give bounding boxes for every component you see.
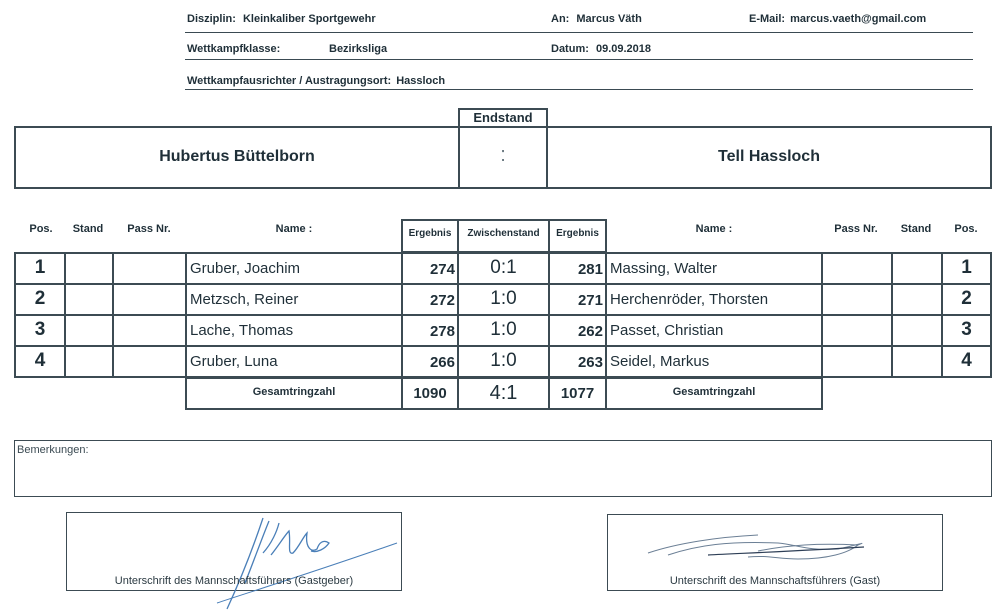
away-total-label: Gesamtringzahl <box>605 377 823 410</box>
away-pass-cell[interactable] <box>821 345 893 378</box>
home-score-cell: 266 <box>401 345 459 378</box>
endstand-box <box>458 126 548 189</box>
away-pos-cell: 2 <box>941 283 992 316</box>
col-pass-home: Pass Nr. <box>127 223 171 235</box>
remarks-label: Bemerkungen: <box>17 444 89 456</box>
home-pos-cell: 4 <box>14 345 66 378</box>
home-signature-box[interactable] <box>66 512 402 591</box>
away-score-cell: 271 <box>548 283 607 316</box>
home-stand-cell[interactable] <box>64 252 114 285</box>
col-pos-away: Pos. <box>954 223 978 235</box>
col-ergebnis-home: Ergebnis <box>401 219 459 253</box>
home-signature-label: Unterschrift des Mannschaftsführers (Gastgeber) <box>114 575 354 587</box>
away-pass-cell[interactable] <box>821 283 893 316</box>
col-pass-away: Pass Nr. <box>834 223 878 235</box>
disziplin-value: Kleinkaliber Sportgewehr <box>242 13 376 25</box>
home-stand-cell[interactable] <box>64 314 114 347</box>
datum: Datum: 09.09.2018 <box>551 43 652 55</box>
home-pos-cell: 3 <box>14 314 66 347</box>
home-pos-cell: 2 <box>14 283 66 316</box>
home-name-cell: Lache, Thomas <box>185 314 403 347</box>
header-rule-2 <box>185 59 973 60</box>
endstand-separator: : <box>500 144 506 166</box>
away-total: 1077 <box>548 377 607 410</box>
remarks-box[interactable] <box>14 440 992 497</box>
datum-value: 09.09.2018 <box>595 43 652 55</box>
away-name-cell: Massing, Walter <box>605 252 823 285</box>
home-pass-cell[interactable] <box>112 252 187 285</box>
away-stand-cell[interactable] <box>891 283 943 316</box>
home-total: 1090 <box>401 377 459 410</box>
home-signature-scribble <box>67 513 403 613</box>
away-score-cell: 262 <box>548 314 607 347</box>
away-team-name: Tell Hassloch <box>718 148 820 165</box>
away-stand-cell[interactable] <box>891 345 943 378</box>
home-pos-cell: 1 <box>14 252 66 285</box>
endstand-label: Endstand <box>473 110 533 125</box>
away-pos-cell: 4 <box>941 345 992 378</box>
away-pass-cell[interactable] <box>821 314 893 347</box>
home-pass-cell[interactable] <box>112 314 187 347</box>
away-stand-cell[interactable] <box>891 314 943 347</box>
away-score-cell: 281 <box>548 252 607 285</box>
home-total-label: Gesamtringzahl <box>185 377 403 410</box>
away-name-cell: Herchenröder, Thorsten <box>605 283 823 316</box>
email: E-Mail: marcus.vaeth@gmail.com <box>749 13 927 25</box>
wettkampfklasse-label: Wettkampfklasse: <box>187 43 281 55</box>
col-name-home: Name : <box>275 223 313 235</box>
zwischen-cell: 0:1 <box>457 252 550 285</box>
col-pos-home: Pos. <box>29 223 53 235</box>
home-stand-cell[interactable] <box>64 345 114 378</box>
zwischen-total: 4:1 <box>457 377 550 410</box>
away-name-cell: Passet, Christian <box>605 314 823 347</box>
zwischen-cell: 1:0 <box>457 314 550 347</box>
away-name-cell: Seidel, Markus <box>605 345 823 378</box>
home-stand-cell[interactable] <box>64 283 114 316</box>
an-value: Marcus Väth <box>576 13 642 25</box>
an: An: Marcus Väth <box>551 13 642 25</box>
ausrichter-value: Hassloch <box>396 75 446 87</box>
col-stand-away: Stand <box>900 223 932 235</box>
away-score-cell: 263 <box>548 345 607 378</box>
home-score-cell: 278 <box>401 314 459 347</box>
away-pos-cell: 3 <box>941 314 992 347</box>
home-name-cell: Metzsch, Reiner <box>185 283 403 316</box>
endstand-tab <box>458 108 548 128</box>
col-zwischenstand: Zwischenstand <box>457 219 550 253</box>
email-value[interactable]: marcus.vaeth@gmail.com <box>790 13 927 25</box>
home-team-name: Hubertus Büttelborn <box>159 148 315 165</box>
ausrichter: Wettkampfausrichter / Austragungsort: Hassloch <box>187 75 446 87</box>
home-pass-cell[interactable] <box>112 283 187 316</box>
home-name-cell: Gruber, Luna <box>185 345 403 378</box>
away-signature-box[interactable] <box>607 514 943 591</box>
zwischen-cell: 1:0 <box>457 345 550 378</box>
wettkampfklasse-value: Bezirksliga <box>329 43 388 55</box>
home-score-cell: 274 <box>401 252 459 285</box>
away-pos-cell: 1 <box>941 252 992 285</box>
home-score-cell: 272 <box>401 283 459 316</box>
col-ergebnis-away: Ergebnis <box>548 219 607 253</box>
zwischen-cell: 1:0 <box>457 283 550 316</box>
col-name-away: Name : <box>695 223 733 235</box>
header-rule-1 <box>185 32 973 33</box>
header-rule-3 <box>185 89 973 90</box>
away-pass-cell[interactable] <box>821 252 893 285</box>
disziplin: Disziplin: Kleinkaliber Sportgewehr <box>187 13 376 25</box>
away-signature-label: Unterschrift des Mannschaftsführers (Gast) <box>669 575 881 587</box>
away-stand-cell[interactable] <box>891 252 943 285</box>
home-name-cell: Gruber, Joachim <box>185 252 403 285</box>
col-stand-home: Stand <box>72 223 104 235</box>
home-pass-cell[interactable] <box>112 345 187 378</box>
